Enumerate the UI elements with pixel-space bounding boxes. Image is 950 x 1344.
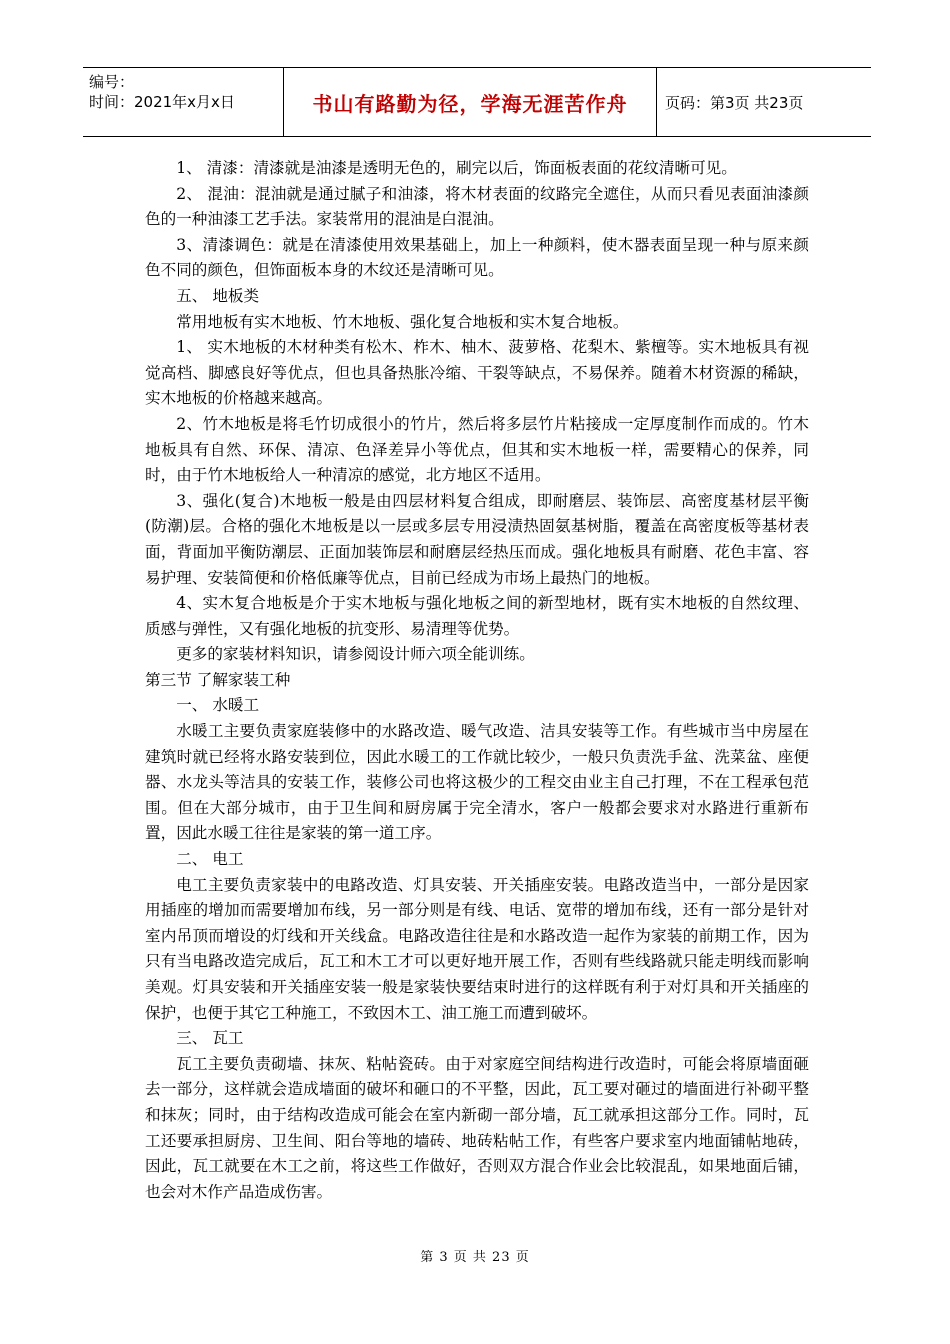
- paragraph: 电工主要负责家装中的电路改造、灯具安装、开关插座安装。电路改造当中，一部分是因家用插座的增加而需要增加布线，另一部分则是有线、电话、宽带的增加布线，还有一部分是针对室内吊顶而增设的灯线和开关线盒。电路改造往往是和水路改造一起作为家装的前期工作，因为只有当电路改造完成后，瓦工和木工才可以更好地开展工作，否则有些线路就只能走明线而影响美观。灯具安装和开关插座安装一般是家装快要结束时进行的这样既有利于对灯具和开关插座的保护，也便于其它工种施工，不致因木工、油工施工而遭到破坏。: [145, 875, 809, 1022]
- paragraph: 更多的家装材料知识，请参阅设计师六项全能训练。: [176, 645, 535, 664]
- paragraph: 4、实木复合地板是介于实木地板与强化地板之间的新型地材，既有实木地板的自然纹理、质感与弹性，又有强化地板的抗变形、易清理等优势。: [145, 594, 809, 638]
- doc-date-label: 时间：2021年x月x日: [89, 93, 235, 111]
- paragraph: 3、强化(复合)木地板一般是由四层材料复合组成，即耐磨层、装饰层、高密度基材层平衡(防潮)层。合格的强化木地板是以一层或多层专用浸渍热固氨基树脂，覆盖在高密度板等基材表面，背面加平衡防潮层、正面加装饰层和耐磨层经热压而成。强化地板具有耐磨、花色丰富、容易护理、安装简便和价格低廉等优点，目前已经成为市场上最热门的地板。: [145, 491, 809, 587]
- header-page-info: 页码：第3页 共23页: [665, 93, 804, 112]
- paragraph: 2、竹木地板是将毛竹切成很小的竹片，然后将多层竹片粘接成一定厚度制作而成的。竹木地板具有自然、环保、清凉、色泽差异小等优点，但其和实木地板一样，需要精心的保养，同时，由于竹木地板给人一种清凉的感觉，北方地区不适用。: [145, 414, 809, 485]
- header-motto: 书山有路勤为径，学海无涯苦作舟: [312, 91, 628, 116]
- section-heading: 三、 瓦工: [176, 1029, 244, 1048]
- paragraph: 常用地板有实木地板、竹木地板、强化复合地板和实木复合地板。: [176, 312, 629, 331]
- section-heading: 二、 电工: [176, 850, 244, 869]
- page-footer: 第 3 页 共 23 页: [420, 1250, 530, 1265]
- header-divider: [656, 68, 657, 136]
- paragraph: 1、 清漆：清漆就是油漆是透明无色的，刷完以后，饰面板表面的花纹清晰可见。: [176, 159, 737, 177]
- doc-number-label: 编号：: [89, 73, 135, 91]
- section-heading: 五、 地板类: [176, 286, 260, 305]
- document-body: [145, 156, 809, 1205]
- page-header: [83, 67, 871, 137]
- paragraph: 1、 实木地板的木材种类有松木、柞木、柚木、菠萝格、花梨木、紫檀等。实木地板具有视觉高档、脚感良好等优点，但也具备热胀冷缩、干裂等缺点，不易保养。随着木材资源的稀缺，实木地板的价格越来越高。: [145, 338, 809, 408]
- paragraph: 瓦工主要负责砌墙、抹灰、粘帖瓷砖。由于对家庭空间结构进行改造时，可能会将原墙面砸去一部分，这样就会造成墙面的破坏和砸口的不平整，因此，瓦工要对砸过的墙面进行补砌平整和抹灰；同时，由于结构改造成可能会在室内新砌一部分墙，瓦工就承担这部分工作。同时，瓦工还要承担厨房、卫生间、阳台等地的墙砖、地砖粘帖工作，有些客户要求室内地面铺帖地砖，因此，瓦工就要在木工之前，将这些工作做好，否则双方混合作业会比较混乱，如果地面后铺，也会对木作产品造成伤害。: [145, 1054, 809, 1201]
- paragraph: 2、 混油：混油就是通过腻子和油漆，将木材表面的纹路完全遮住，从而只看见表面油漆颜色的一种油漆工艺手法。家装常用的混油是白混油。: [145, 184, 809, 229]
- section-heading: 一、 水暖工: [176, 696, 260, 715]
- paragraph: 3、清漆调色：就是在清漆使用效果基础上，加上一种颜料，使木器表面呈现一种与原来颜色不同的颜色，但饰面板本身的木纹还是清晰可见。: [145, 235, 809, 280]
- header-meta: [89, 72, 235, 112]
- chapter-heading: 第三节 了解家装工种: [145, 670, 291, 689]
- paragraph: 水暖工主要负责家庭装修中的水路改造、暖气改造、洁具安装等工作。有些城市当中房屋在建筑时就已经将水路安装到位，因此水暖工的工作就比较少，一般只负责洗手盆、洗菜盆、座便器、水龙头等洁具的安装工作，装修公司也将这极少的工程交由业主自己打理，不在工程承包范围。但在大部分城市，由于卫生间和厨房属于完全清水，客户一般都会要求对水路进行重新布置，因此水暖工往往是家装的第一道工序。: [145, 722, 809, 843]
